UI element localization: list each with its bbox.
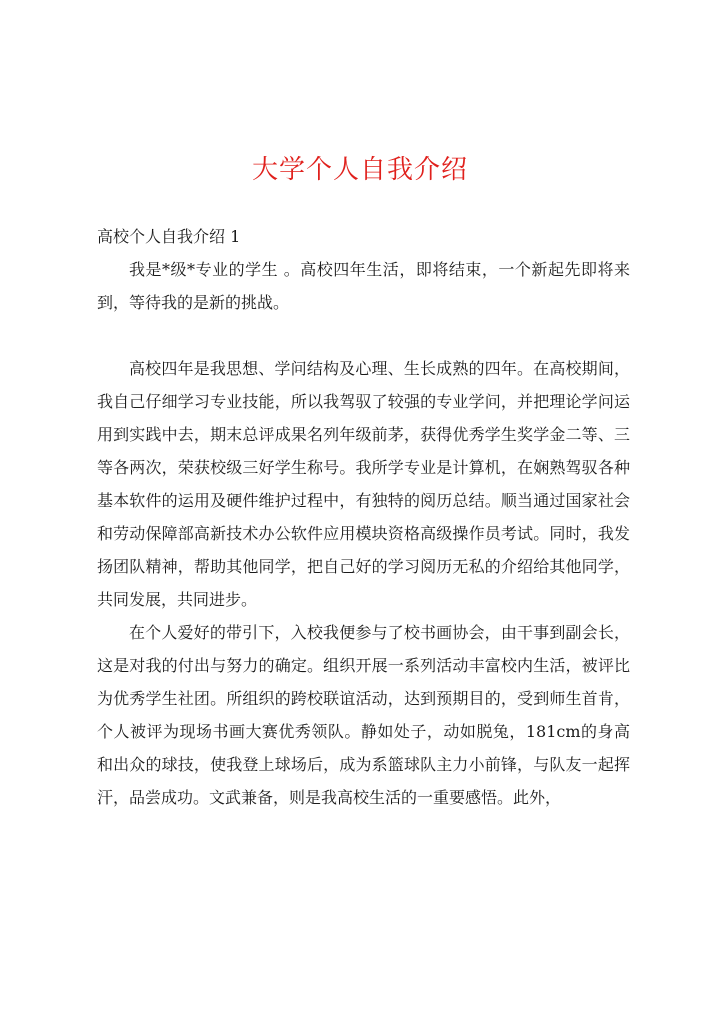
section-heading: 高校个人自我介绍 1 [97,227,241,246]
document-body [97,220,630,814]
paragraph-3: 在个人爱好的带引下，入校我便参与了校书画协会，由干事到副会长，这是对我的付出与努力的确定。组织开展一系列活动丰富校内生活，被评比为优秀学生社团。所组织的跨校联谊活动，达到预期目的，受到师生首肯，个人被评为现场书画大赛优秀领队。静如处子，动如脱兔，181cm的身高和出众的球技，使我登上球场后，成为系篮球队主力小前锋，与队友一起挥汗，品尝成功。文武兼备，则是我高校生活的一重要感悟。此外， [97,623,630,807]
paragraph-2: 高校四年是我思想、学问结构及心理、生长成熟的四年。在高校期间，我自己仔细学习专业技能，所以我驾驭了较强的专业学问，并把理论学问运用到实践中去，期末总评成果名列年级前茅，获得优秀学生奖学金二等、三等各两次，荣获校级三好学生称号。我所学专业是计算机，在娴熟驾驭各种基本软件的运用及硬件维护过程中，有独特的阅历总结。顺当通过国家社会和劳动保障部高新技术办公软件应用模块资格高级操作员考试。同时，我发扬团队精神，帮助其他同学，把自己好的学习阅历无私的介绍给其他同学，共同发展，共同进步。 [97,359,630,609]
document-title: 大学个人自我介绍 [251,155,468,185]
paragraph-1: 我是*级*专业的学生 。高校四年生活，即将结束，一个新起先即将来到，等待我的是新的挑战。 [97,260,630,312]
